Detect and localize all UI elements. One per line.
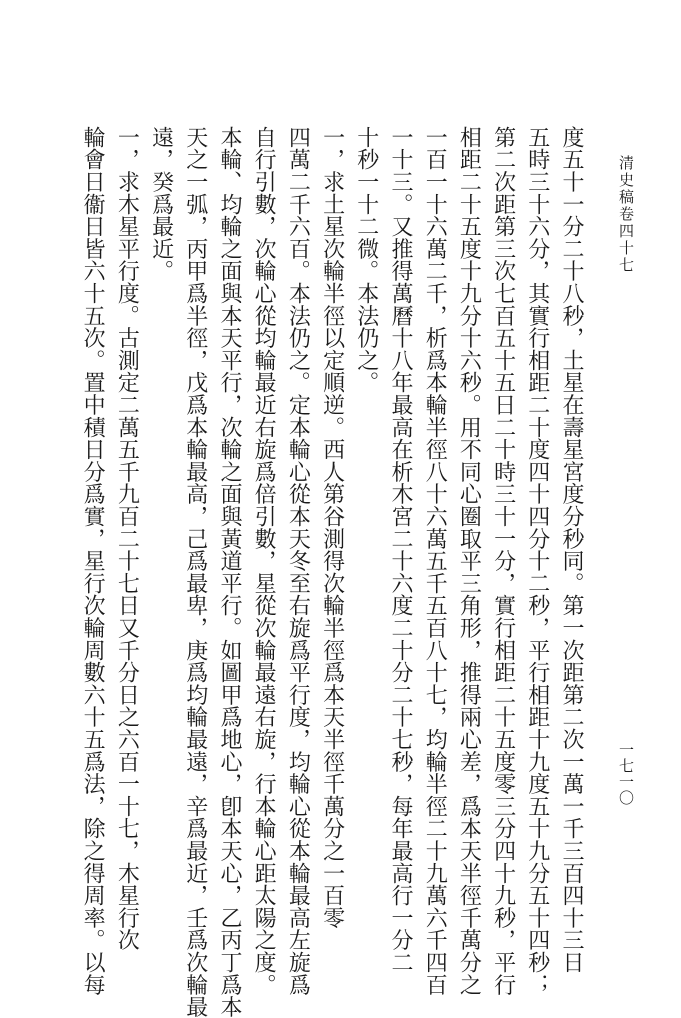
text-column-6: 一十三。又推得萬曆十八年最高在析木宮二十六度二十分二十七秒，每年最高行一分二 (387, 126, 413, 974)
text-column-10: 自行引數，次輪心從均輪最近右旋爲倍引數，星從次輪最遠右旋，行本輪心距太陽之度。 (251, 126, 277, 996)
text-column-8: 一，求土星次輪半徑以定順逆。西人第谷測得次輪半徑爲本天半徑千萬分之一百零 (319, 126, 345, 929)
text-column-5: 一百一十六萬二千，析爲本輪半徑八十六萬五千五百八十七，均輪半徑二十九萬六千四百 (422, 126, 448, 996)
text-column-3: 第二次距第三次七百五十五日二十時三十一分，實行相距二十五度零三分四十九秒，平行 (490, 126, 516, 996)
text-column-4: 相距二十五度十九分十六秒。用不同心圈取平三角形，推得兩心差，爲本天半徑千萬分之 (456, 126, 482, 996)
text-column-15: 輪會日衞日皆六十五次。置中積日分爲實，星行次輪周數六十五爲法，除之得周率。以每 (80, 126, 106, 996)
text-column-7: 十秒一十二微。本法仍之。 (353, 126, 379, 394)
text-column-13: 遠，癸爲最近。 (148, 126, 174, 283)
page-number: 一七一〇 (617, 742, 635, 806)
vertical-text-block (75, 126, 588, 1018)
running-header-title: 清史稿卷四十七 (617, 155, 635, 274)
text-column-9: 四萬二千六百。本法仍之。定本輪心從本天冬至右旋爲平行度，均輪心從本輪最高左旋爲 (285, 126, 311, 996)
text-column-1: 度五十一分二十八秒，土星在壽星宮度分秒同。第一次距第二次一萬一千三百四十三日 (559, 126, 584, 974)
text-column-11: 本輪、均輪之面與本天平行，次輪之面與黃道平行。如圖甲爲地心，卽本天心，乙丙丁爲本 (216, 126, 242, 1018)
text-column-2: 五時三十六分，其實行相距二十度四十四分十二秒，平行相距十九度五十九分五十四秒； (524, 126, 550, 996)
text-column-14: 一，求木星平行度。古測定二萬五千九百二十七日又千分日之六百一十七，木星行次 (114, 126, 140, 952)
text-column-12: 天之一弧，丙甲爲半徑，戊爲本輪最高，己爲最卑，庚爲均輪最遠，辛爲最近，壬爲次輪最 (182, 126, 208, 1018)
